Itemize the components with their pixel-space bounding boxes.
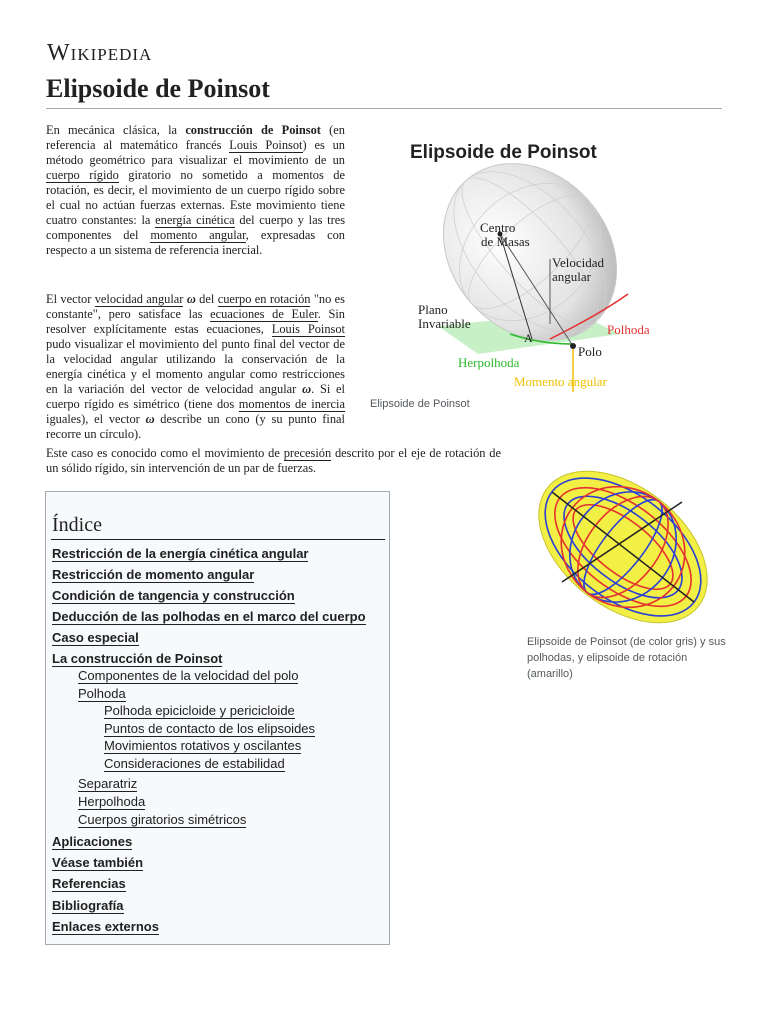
- toc-item-label: Deducción de las polhodas en el marco del cuerpo: [52, 609, 366, 624]
- toc-item-label: Aplicaciones: [52, 834, 133, 849]
- toc-divider: [51, 539, 385, 540]
- toc-item-label: Referencias: [52, 876, 126, 891]
- toc-item[interactable]: [78, 812, 246, 827]
- title-divider: [46, 108, 722, 109]
- text: ) es un método geométrico para visualizar el movimiento de un: [46, 138, 345, 167]
- wikipedia-wordmark[interactable]: Wikipedia: [47, 40, 153, 66]
- omega-symbol: ω: [302, 382, 312, 396]
- paragraph-precesion: [46, 446, 501, 476]
- link-cuerpo-en-rotacion[interactable]: cuerpo en rotación: [217, 292, 311, 306]
- label-centro: Centro: [480, 220, 516, 235]
- link-louis-poinsot-2[interactable]: Louis Poinsot: [271, 322, 345, 336]
- toc-item-label: Polhoda: [78, 686, 126, 701]
- text: "no es constante", pero satisface las: [46, 292, 345, 321]
- toc-item-label: Restricción de la energía cinética angular: [52, 546, 309, 561]
- label-momento-angular: Momento angular: [514, 374, 607, 389]
- toc-item[interactable]: [78, 668, 298, 683]
- link-velocidad-angular[interactable]: velocidad angular: [94, 292, 184, 306]
- label-plano: Plano: [418, 302, 448, 317]
- figure-caption-1: Elipsoide de Poinsot: [370, 398, 470, 410]
- toc-item-label: La construcción de Poinsot: [52, 651, 223, 666]
- table-of-contents: [45, 491, 390, 945]
- text: (en referencia al matemático francés: [46, 123, 345, 152]
- toc-item[interactable]: [52, 588, 295, 603]
- label-invariable: Invariable: [418, 316, 471, 331]
- toc-item-label: Cuerpos giratorios simétricos: [78, 812, 247, 827]
- toc-item[interactable]: [78, 686, 126, 701]
- toc-item[interactable]: [78, 776, 137, 791]
- toc-item-label: Movimientos rotativos y oscilantes: [104, 738, 302, 753]
- toc-item[interactable]: [52, 898, 124, 913]
- text: . Sin resolver explícitamente estas ecuaciones,: [46, 307, 345, 336]
- toc-item[interactable]: [104, 738, 301, 753]
- toc-item[interactable]: [52, 567, 254, 582]
- omega-symbol: ω: [145, 412, 155, 426]
- link-ecuaciones-de-euler[interactable]: ecuaciones de Euler: [210, 307, 318, 321]
- toc-item[interactable]: [52, 919, 159, 934]
- toc-item[interactable]: [78, 794, 145, 809]
- toc-item-label: Caso especial: [52, 630, 139, 645]
- text: iguales), el vector: [46, 412, 146, 426]
- toc-item-label: Véase también: [52, 855, 144, 870]
- text: descrito por el eje de rotación de un sólido rígido, sin intervención de un par de fuerzas.: [46, 446, 502, 475]
- toc-item[interactable]: [52, 876, 126, 891]
- toc-item-label: Enlaces externos: [52, 919, 159, 934]
- figure-polhodes-ellipsoid[interactable]: [522, 462, 724, 632]
- toc-item[interactable]: [52, 834, 132, 849]
- figure-caption-2: Elipsoide de Poinsot (de color gris) y sus polhodas, y elipsoide de rotación (amarillo): [527, 636, 726, 680]
- label-herpolhoda: Herpolhoda: [458, 355, 520, 370]
- label-polhoda: Polhoda: [607, 322, 650, 337]
- text: El vector: [46, 292, 95, 306]
- label-polo: Polo: [578, 344, 602, 359]
- toc-item[interactable]: [52, 855, 143, 870]
- text: del cuerpo y las tres componentes del: [46, 213, 346, 242]
- toc-item-label: Restricción de momento angular: [52, 567, 255, 582]
- text: Este caso es conocido como el movimiento de: [46, 446, 284, 460]
- toc-item-label: Consideraciones de estabilidad: [104, 756, 285, 771]
- toc-item[interactable]: [104, 721, 315, 736]
- paragraph-vector: [46, 292, 345, 442]
- page-title: Elipsoide de Poinsot: [46, 74, 270, 103]
- text: giratorio no sometido a momentos de rotación, es decir, el movimiento de un cuerpo rígido sobre el cual no actúan fuerzas externas. Este movimiento tiene cuatro constantes: la: [46, 168, 345, 227]
- link-momento-angular[interactable]: momento angular: [150, 228, 246, 242]
- label-masas: de Masas: [481, 234, 530, 249]
- text: , expresadas con respecto a un sistema de referencia inercial.: [46, 228, 346, 257]
- toc-item-label: Condición de tangencia y construcción: [52, 588, 295, 603]
- pole-point: [570, 343, 576, 349]
- toc-item[interactable]: [104, 703, 295, 718]
- toc-item[interactable]: [52, 630, 139, 645]
- toc-item-label: Polhoda epicicloide y pericicloide: [104, 703, 295, 718]
- link-cuerpo-rigido[interactable]: cuerpo rígido: [46, 168, 119, 182]
- link-energia-cinetica[interactable]: energía cinética: [155, 213, 235, 227]
- figure-heading: Elipsoide de Poinsot: [410, 142, 597, 163]
- toc-item[interactable]: [52, 609, 366, 624]
- toc-item[interactable]: [52, 651, 222, 666]
- toc-item-label: Componentes de la velocidad del polo: [78, 668, 299, 683]
- label-velocidad: Velocidad: [552, 255, 604, 270]
- text: del: [195, 292, 218, 306]
- text: . Si el cuerpo rígido es simétrico (tiene dos: [46, 382, 345, 411]
- toc-item-label: Separatriz: [78, 776, 138, 791]
- toc-item-label: Puntos de contacto de los elipsoides: [104, 721, 316, 736]
- omega-symbol: ω: [186, 292, 196, 306]
- text: En mecánica clásica, la: [46, 123, 186, 137]
- link-louis-poinsot[interactable]: Louis Poinsot: [229, 138, 303, 152]
- label-a: A: [524, 331, 533, 345]
- toc-item-label: Bibliografía: [52, 898, 124, 913]
- text: describe un cono (y su punto final recorre un círculo).: [46, 412, 345, 441]
- link-momentos-de-inercia[interactable]: momentos de inercia: [238, 397, 345, 411]
- bold-term: construcción de Poinsot: [185, 123, 321, 137]
- label-angular: angular: [552, 269, 591, 284]
- toc-item[interactable]: [104, 756, 285, 771]
- toc-title: Índice: [52, 514, 102, 536]
- link-precesion[interactable]: precesión: [283, 446, 332, 460]
- toc-item[interactable]: [52, 546, 308, 561]
- paragraph-intro: [46, 123, 345, 258]
- figure-poinsot-ellipsoid[interactable]: [360, 134, 650, 392]
- toc-item-label: Herpolhoda: [78, 794, 146, 809]
- text: pudo visualizar el movimiento del punto final del vector de la velocidad angular utilizando la conservación de la energía cinética y el momento angular como restricciones en la variación del vector de velocidad angular: [46, 337, 345, 396]
